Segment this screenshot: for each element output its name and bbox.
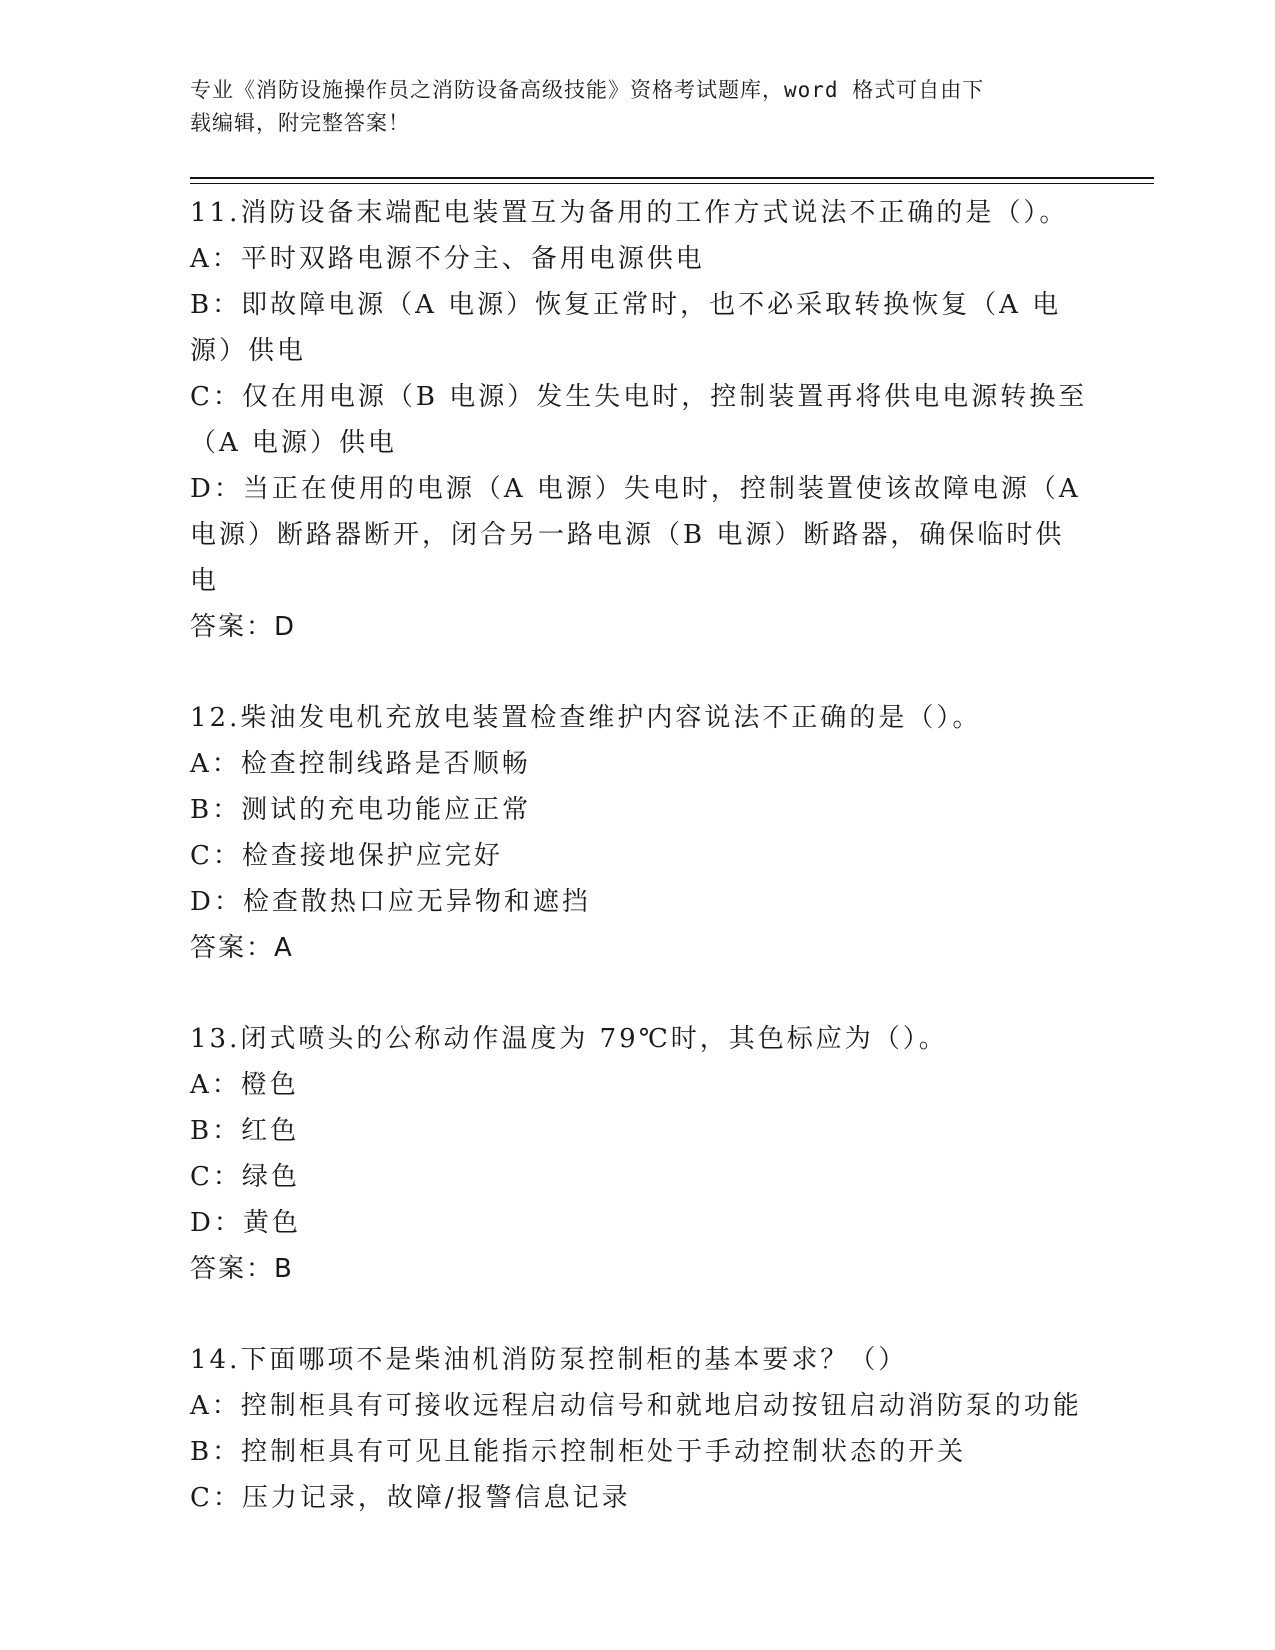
header-line-1: 专业《消防设施操作员之消防设备高级技能》资格考试题库，word 格式可自由下 — [190, 78, 985, 102]
option-a: A：检查控制线路是否顺畅 — [190, 749, 531, 779]
option-b: B：即故障电源（A 电源）恢复正常时，也不必采取转换恢复（A 电源）供电 — [190, 290, 1062, 366]
question-14 — [190, 1337, 1090, 1521]
option-c: C：绿色 — [190, 1162, 300, 1192]
question-stem: 14.下面哪项不是柴油机消防泵控制柜的基本要求？（） — [190, 1345, 908, 1375]
answer: 答案：D — [190, 612, 297, 642]
question-list — [190, 190, 1090, 1521]
question-11 — [190, 190, 1090, 650]
option-d: D：检查散热口应无异物和遮挡 — [190, 887, 591, 917]
option-d: D：黄色 — [190, 1208, 301, 1238]
option-c: C：仅在用电源（B 电源）发生失电时，控制装置再将供电电源转换至（A 电源）供电 — [190, 382, 1088, 458]
question-13 — [190, 1016, 1090, 1292]
answer: 答案：B — [190, 1254, 294, 1284]
question-stem: 13.闭式喷头的公称动作温度为 79℃时，其色标应为（）。 — [190, 1024, 948, 1054]
option-b: B：测试的充电功能应正常 — [190, 795, 532, 825]
question-stem: 11.消防设备末端配电装置互为备用的工作方式说法不正确的是（）。 — [190, 198, 1069, 228]
question-stem: 12.柴油发电机充放电装置检查维护内容说法不正确的是（）。 — [190, 703, 982, 733]
option-a: A：平时双路电源不分主、备用电源供电 — [190, 244, 705, 274]
option-b: B：红色 — [190, 1116, 300, 1146]
option-c: C：检查接地保护应完好 — [190, 841, 503, 871]
header-divider-thick — [190, 177, 1154, 179]
question-12 — [190, 695, 1090, 971]
option-d: D：当正在使用的电源（A 电源）失电时，控制装置使该故障电源（A 电源）断路器断开，闭合另一路电源（B 电源）断路器，确保临时供电 — [190, 474, 1092, 596]
answer: 答案：A — [190, 933, 294, 963]
document-header — [190, 74, 1090, 140]
option-a: A：控制柜具有可接收远程启动信号和就地启动按钮启动消防泵的功能 — [190, 1391, 1082, 1421]
header-line-2: 载编辑，附完整答案！ — [190, 111, 410, 135]
option-c: C：压力记录，故障/报警信息记录 — [190, 1483, 631, 1513]
option-b: B：控制柜具有可见且能指示控制柜处于手动控制状态的开关 — [190, 1437, 967, 1467]
option-a: A：橙色 — [190, 1070, 299, 1100]
header-divider-thin — [190, 183, 1154, 184]
